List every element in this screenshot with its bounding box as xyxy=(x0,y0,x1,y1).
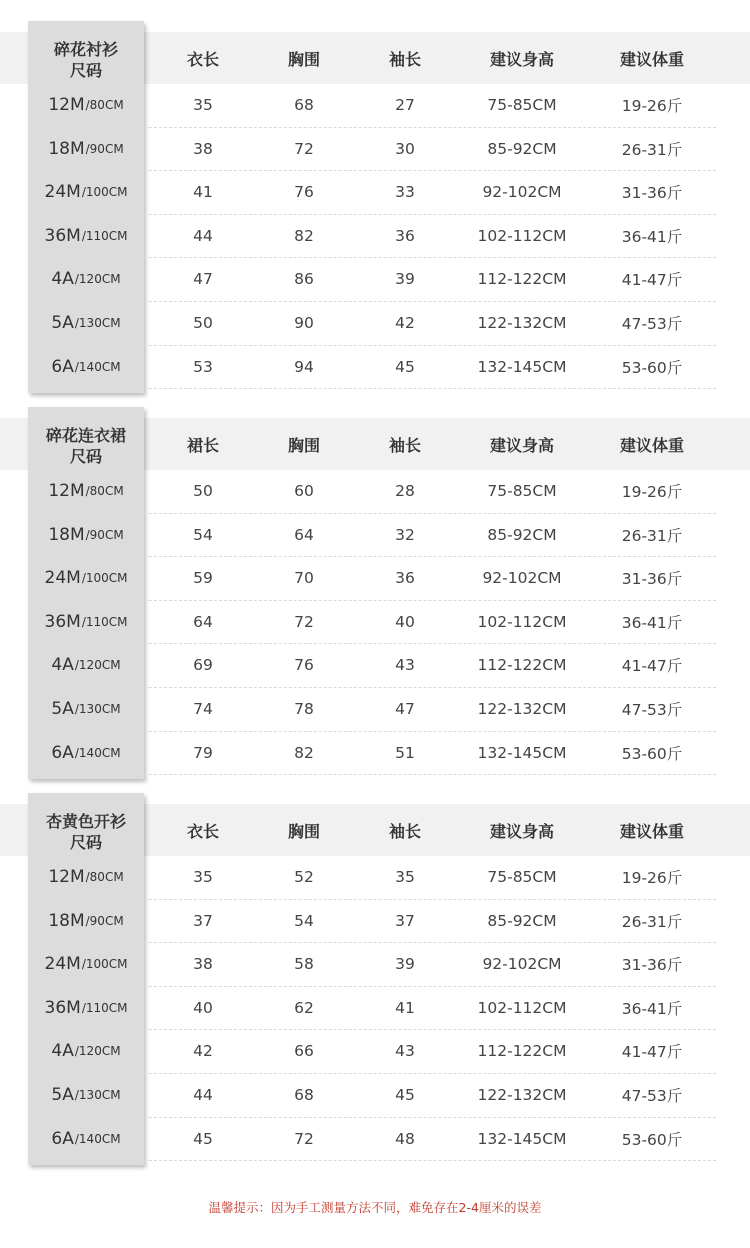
table-row xyxy=(0,855,750,899)
table-title: 碎花连衣裙 尺码 xyxy=(45,426,126,466)
table-cell: 36 xyxy=(395,226,415,245)
size-code: 24M xyxy=(44,182,81,203)
header-sleeve: 袖长 xyxy=(388,435,422,455)
footnote: 温馨提示：因为手工测量方法不同，难免存在2-4厘米的误差 xyxy=(208,1200,542,1215)
table-cell: 47 xyxy=(395,700,415,718)
size-label xyxy=(28,643,144,687)
table-cell: 122-132CM xyxy=(477,314,567,332)
table-row xyxy=(0,600,750,644)
size-cm: /80CM xyxy=(85,484,124,498)
size-label xyxy=(28,855,144,899)
size-label xyxy=(28,301,144,345)
size-label xyxy=(28,687,144,731)
size-label xyxy=(28,1073,144,1117)
header-length: 衣长 xyxy=(186,49,220,69)
header-weight: 建议体重 xyxy=(619,435,685,455)
size-cm: /100CM xyxy=(81,957,128,972)
size-code: 5A xyxy=(51,313,74,333)
table-row xyxy=(0,513,750,557)
table-cell: 40 xyxy=(395,612,415,631)
table-row xyxy=(0,469,750,513)
table-row xyxy=(0,257,750,301)
header-chest: 胸围 xyxy=(287,49,321,69)
header-length: 衣长 xyxy=(186,821,220,841)
size-label xyxy=(28,469,144,513)
table-cell: 53 xyxy=(193,357,213,376)
size-label xyxy=(28,899,144,943)
size-code: 24M xyxy=(44,568,81,589)
table-cell: 51 xyxy=(395,743,415,762)
size-label xyxy=(28,170,144,214)
table-cell: 45 xyxy=(395,1086,415,1104)
table-cell: 62 xyxy=(294,998,314,1017)
size-code: 18M xyxy=(48,138,85,159)
table-cell: 47 xyxy=(193,270,213,289)
table-cell: 19-26斤 xyxy=(621,869,683,887)
table-cell: 53-60斤 xyxy=(621,358,683,377)
table-row xyxy=(0,986,750,1030)
header-chest: 胸围 xyxy=(287,821,321,841)
size-cm: /110CM xyxy=(81,1000,128,1015)
size-label xyxy=(28,345,144,389)
table-cell: 132-145CM xyxy=(477,357,567,376)
table-cell: 85-92CM xyxy=(487,911,557,930)
header-height: 建议身高 xyxy=(489,821,555,841)
size-cm: /80CM xyxy=(85,98,124,112)
table-cell: 86 xyxy=(294,270,314,289)
size-code: 24M xyxy=(44,954,81,975)
table-cell: 45 xyxy=(193,1129,213,1148)
table-row xyxy=(0,83,750,127)
size-code: 36M xyxy=(44,611,81,632)
table-cell: 36-41斤 xyxy=(621,227,683,246)
table-cell: 47-53斤 xyxy=(621,701,683,719)
table-cell: 112-122CM xyxy=(477,1042,567,1061)
row-divider xyxy=(144,388,716,389)
size-code: 12M xyxy=(48,867,85,887)
table-cell: 82 xyxy=(294,743,314,762)
table-cell: 33 xyxy=(395,183,415,202)
table-cell: 36-41斤 xyxy=(621,613,683,632)
table-cell: 27 xyxy=(395,96,415,114)
table-cell: 28 xyxy=(395,482,415,500)
row-divider xyxy=(144,1160,716,1161)
size-label xyxy=(28,731,144,775)
size-cm: /140CM xyxy=(74,1131,121,1146)
table-cell: 35 xyxy=(395,868,415,886)
table-cell: 35 xyxy=(193,868,213,886)
size-code: 4A xyxy=(51,655,74,676)
table-cell: 39 xyxy=(395,270,415,289)
table-cell: 102-112CM xyxy=(477,226,567,245)
size-label xyxy=(28,1029,144,1073)
table-cell: 53-60斤 xyxy=(621,1130,683,1149)
table-title: 碎花衬衫 尺码 xyxy=(53,40,118,80)
size-cm: /90CM xyxy=(85,141,124,156)
table-cell: 79 xyxy=(193,743,213,762)
size-cm: /130CM xyxy=(74,1088,121,1102)
size-code: 5A xyxy=(51,1085,74,1105)
table-cell: 19-26斤 xyxy=(621,483,683,501)
size-cm: /90CM xyxy=(85,527,124,542)
table-cell: 26-31斤 xyxy=(621,912,683,931)
table-cell: 44 xyxy=(193,1086,213,1104)
table-cell: 47-53斤 xyxy=(621,1087,683,1105)
table-cell: 132-145CM xyxy=(477,1129,567,1148)
table-cell: 26-31斤 xyxy=(621,526,683,545)
header-sleeve: 袖长 xyxy=(388,49,422,69)
table-cell: 36 xyxy=(395,569,415,588)
table-row xyxy=(0,301,750,345)
size-table-floral-shirt xyxy=(0,21,750,393)
size-cm: /100CM xyxy=(81,571,128,586)
size-cm: /130CM xyxy=(74,702,121,716)
table-cell: 74 xyxy=(193,700,213,718)
size-cm: /140CM xyxy=(74,359,121,374)
table-cell: 76 xyxy=(294,183,314,202)
size-label xyxy=(28,257,144,301)
table-cell: 60 xyxy=(294,482,314,500)
table-cell: 47-53斤 xyxy=(621,315,683,333)
header-weight: 建议体重 xyxy=(619,821,685,841)
size-label xyxy=(28,600,144,644)
table-cell: 68 xyxy=(294,96,314,114)
table-cell: 43 xyxy=(395,1042,415,1061)
table-cell: 92-102CM xyxy=(482,569,562,588)
table-cell: 44 xyxy=(193,226,213,245)
table-cell: 66 xyxy=(294,1042,314,1061)
table-cell: 42 xyxy=(395,314,415,332)
table-cell: 48 xyxy=(395,1129,415,1148)
size-code: 6A xyxy=(51,742,74,763)
table-cell: 30 xyxy=(395,139,415,158)
table-cell: 53-60斤 xyxy=(621,744,683,763)
table-cell: 59 xyxy=(193,569,213,588)
table-cell: 50 xyxy=(193,314,213,332)
size-cm: /120CM xyxy=(74,272,121,287)
size-label xyxy=(28,556,144,600)
table-cell: 82 xyxy=(294,226,314,245)
table-cell: 36-41斤 xyxy=(621,999,683,1018)
table-cell: 68 xyxy=(294,1086,314,1104)
table-row xyxy=(0,643,750,687)
size-code: 6A xyxy=(51,1128,74,1149)
table-cell: 90 xyxy=(294,314,314,332)
size-code: 18M xyxy=(48,524,85,545)
table-cell: 39 xyxy=(395,955,415,974)
table-cell: 102-112CM xyxy=(477,998,567,1017)
size-cm: /140CM xyxy=(74,745,121,760)
table-row xyxy=(0,942,750,986)
table-row xyxy=(0,1117,750,1161)
table-cell: 64 xyxy=(294,525,314,544)
table-row xyxy=(0,170,750,214)
size-code: 36M xyxy=(44,997,81,1018)
table-cell: 31-36斤 xyxy=(621,184,683,203)
size-code: 36M xyxy=(44,225,81,246)
table-row xyxy=(0,731,750,775)
size-table-apricot-cardigan xyxy=(0,793,750,1165)
table-row xyxy=(0,1029,750,1073)
table-cell: 112-122CM xyxy=(477,270,567,289)
table-cell: 72 xyxy=(294,1129,314,1148)
table-cell: 54 xyxy=(193,525,213,544)
table-cell: 58 xyxy=(294,955,314,974)
table-cell: 40 xyxy=(193,998,213,1017)
table-title: 杏黄色开衫 尺码 xyxy=(45,812,126,852)
size-cm: /110CM xyxy=(81,614,128,629)
table-cell: 72 xyxy=(294,612,314,631)
table-cell: 92-102CM xyxy=(482,183,562,202)
size-code: 12M xyxy=(48,481,85,501)
row-divider xyxy=(144,774,716,775)
table-cell: 19-26斤 xyxy=(621,97,683,115)
table-cell: 41-47斤 xyxy=(621,271,683,290)
table-cell: 41 xyxy=(193,183,213,202)
table-cell: 50 xyxy=(193,482,213,500)
table-cell: 92-102CM xyxy=(482,955,562,974)
table-cell: 41 xyxy=(395,998,415,1017)
table-cell: 32 xyxy=(395,525,415,544)
table-cell: 41-47斤 xyxy=(621,657,683,676)
table-cell: 78 xyxy=(294,700,314,718)
size-cm: /110CM xyxy=(81,228,128,243)
table-cell: 64 xyxy=(193,612,213,631)
table-cell: 75-85CM xyxy=(487,96,557,114)
table-cell: 37 xyxy=(193,911,213,930)
size-code: 5A xyxy=(51,699,74,719)
table-row xyxy=(0,127,750,171)
table-cell: 85-92CM xyxy=(487,139,557,158)
size-label xyxy=(28,1117,144,1161)
table-cell: 43 xyxy=(395,656,415,675)
table-cell: 76 xyxy=(294,656,314,675)
table-cell: 45 xyxy=(395,357,415,376)
size-cm: /100CM xyxy=(81,185,128,200)
table-cell: 70 xyxy=(294,569,314,588)
table-cell: 122-132CM xyxy=(477,700,567,718)
header-height: 建议身高 xyxy=(489,435,555,455)
table-cell: 102-112CM xyxy=(477,612,567,631)
table-cell: 72 xyxy=(294,139,314,158)
table-cell: 85-92CM xyxy=(487,525,557,544)
header-height: 建议身高 xyxy=(489,49,555,69)
header-chest: 胸围 xyxy=(287,435,321,455)
size-cm: /130CM xyxy=(74,316,121,330)
table-row xyxy=(0,687,750,731)
size-cm: /90CM xyxy=(85,913,124,928)
table-cell: 94 xyxy=(294,357,314,376)
table-cell: 41-47斤 xyxy=(621,1043,683,1062)
header-sleeve: 袖长 xyxy=(388,821,422,841)
table-cell: 54 xyxy=(294,911,314,930)
table-cell: 75-85CM xyxy=(487,482,557,500)
table-cell: 38 xyxy=(193,139,213,158)
table-cell: 37 xyxy=(395,911,415,930)
size-cm: /120CM xyxy=(74,658,121,673)
size-label xyxy=(28,513,144,557)
table-cell: 69 xyxy=(193,656,213,675)
table-cell: 132-145CM xyxy=(477,743,567,762)
table-row xyxy=(0,345,750,389)
size-label xyxy=(28,942,144,986)
table-cell: 31-36斤 xyxy=(621,570,683,589)
table-cell: 35 xyxy=(193,96,213,114)
table-cell: 42 xyxy=(193,1042,213,1061)
size-code: 4A xyxy=(51,269,74,290)
table-cell: 112-122CM xyxy=(477,656,567,675)
size-label xyxy=(28,986,144,1030)
size-label xyxy=(28,83,144,127)
table-row xyxy=(0,214,750,258)
size-cm: /120CM xyxy=(74,1044,121,1059)
size-code: 6A xyxy=(51,356,74,377)
table-cell: 75-85CM xyxy=(487,868,557,886)
table-cell: 26-31斤 xyxy=(621,140,683,159)
table-cell: 31-36斤 xyxy=(621,956,683,975)
size-code: 12M xyxy=(48,95,85,115)
table-row xyxy=(0,556,750,600)
header-length: 裙长 xyxy=(186,435,220,455)
header-weight: 建议体重 xyxy=(619,49,685,69)
size-code: 4A xyxy=(51,1041,74,1062)
table-cell: 122-132CM xyxy=(477,1086,567,1104)
table-cell: 52 xyxy=(294,868,314,886)
size-table-floral-dress xyxy=(0,407,750,779)
table-cell: 38 xyxy=(193,955,213,974)
size-label xyxy=(28,127,144,171)
table-row xyxy=(0,1073,750,1117)
size-code: 18M xyxy=(48,910,85,931)
size-label xyxy=(28,214,144,258)
size-cm: /80CM xyxy=(85,870,124,884)
table-row xyxy=(0,899,750,943)
